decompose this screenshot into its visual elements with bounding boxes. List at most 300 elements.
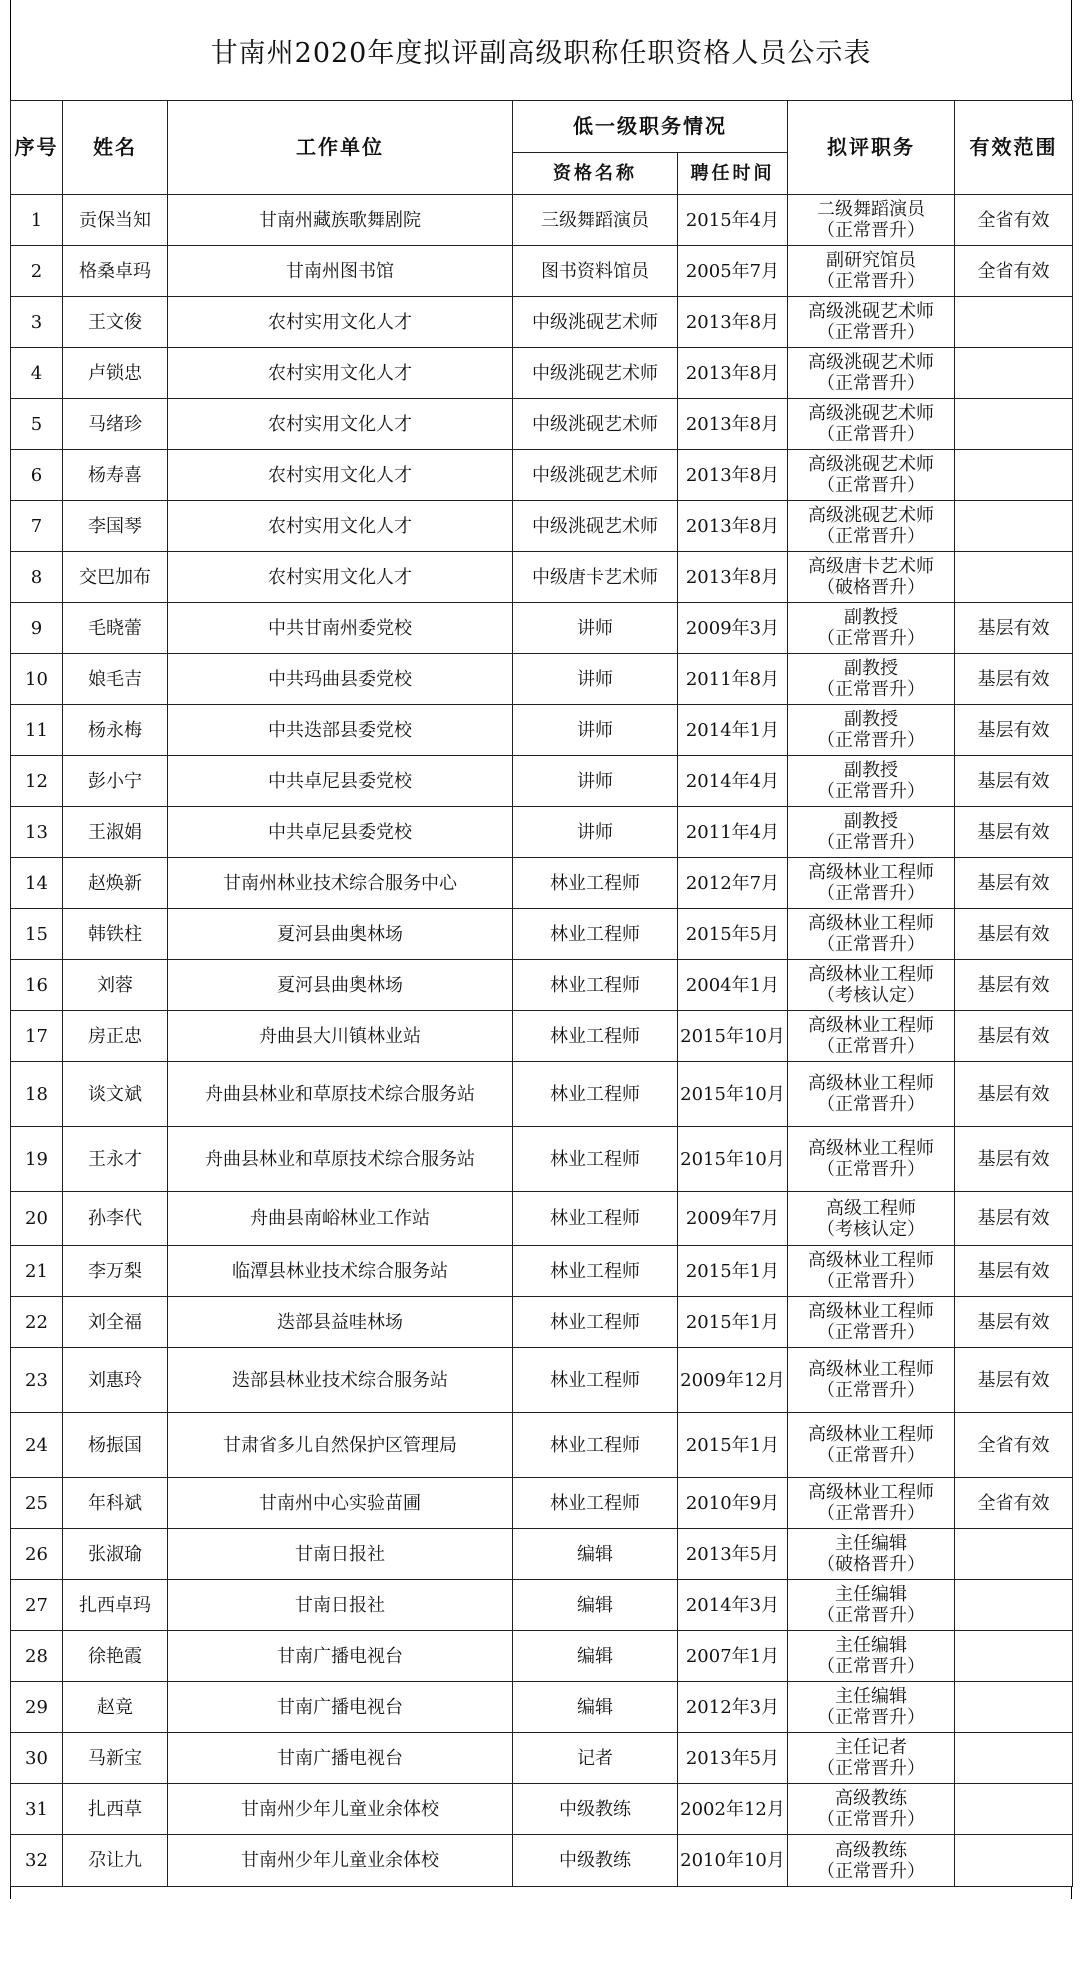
cell-name: 王淑娟 <box>63 807 168 858</box>
cell-qualification: 讲师 <box>513 807 678 858</box>
cell-qualification: 林业工程师 <box>513 1192 678 1246</box>
cell-unit: 中共卓尼县委党校 <box>168 807 513 858</box>
cell-proposed-position <box>788 705 955 756</box>
cell-valid-scope: 基层有效 <box>955 1127 1073 1192</box>
header-hire-time: 聘任时间 <box>678 153 788 195</box>
cell-qualification: 编辑 <box>513 1631 678 1682</box>
cell-valid-scope: 基层有效 <box>955 603 1073 654</box>
header-name: 姓名 <box>63 101 168 195</box>
proposed-title: 高级林业工程师 <box>808 913 934 934</box>
cell-no: 21 <box>11 1246 63 1297</box>
proposed-title: 高级工程师 <box>826 1197 916 1219</box>
proposed-title: 高级林业工程师 <box>808 964 934 985</box>
cell-proposed-position <box>788 654 955 705</box>
table-row <box>11 1682 1073 1733</box>
cell-qualification: 讲师 <box>513 756 678 807</box>
proposed-title: 主任编辑 <box>835 1686 907 1707</box>
cell-proposed-position <box>788 450 955 501</box>
table-row <box>11 1011 1073 1062</box>
cell-hire-time: 2004年1月 <box>678 960 788 1011</box>
cell-valid-scope <box>955 1529 1073 1580</box>
cell-hire-time: 2013年8月 <box>678 348 788 399</box>
cell-name: 赵焕新 <box>63 858 168 909</box>
cell-hire-time: 2012年7月 <box>678 858 788 909</box>
table-row <box>11 1529 1073 1580</box>
cell-unit: 甘南广播电视台 <box>168 1733 513 1784</box>
cell-qualification: 中级教练 <box>513 1784 678 1835</box>
cell-valid-scope <box>955 1835 1073 1887</box>
promotion-type: （破格晋升） <box>817 577 925 598</box>
promotion-type: （正常晋升） <box>817 883 925 904</box>
proposed-title: 主任编辑 <box>835 1533 907 1554</box>
cell-no: 30 <box>11 1733 63 1784</box>
promotion-type: （正常晋升） <box>817 781 925 802</box>
cell-valid-scope <box>955 1784 1073 1835</box>
cell-hire-time: 2013年8月 <box>678 552 788 603</box>
promotion-type: （正常晋升） <box>817 1503 925 1524</box>
cell-name: 彭小宁 <box>63 756 168 807</box>
cell-hire-time: 2009年3月 <box>678 603 788 654</box>
cell-no: 17 <box>11 1011 63 1062</box>
cell-no: 12 <box>11 756 63 807</box>
cell-name: 杨永梅 <box>63 705 168 756</box>
cell-valid-scope: 基层有效 <box>955 1297 1073 1348</box>
promotion-type: （正常晋升） <box>817 1860 925 1882</box>
cell-no: 32 <box>11 1835 63 1887</box>
table-row <box>11 1580 1073 1631</box>
promotion-type: （正常晋升） <box>817 1605 925 1626</box>
cell-name: 李国琴 <box>63 501 168 552</box>
proposed-title: 二级舞蹈演员 <box>817 199 925 220</box>
cell-qualification: 三级舞蹈演员 <box>513 195 678 246</box>
cell-no: 14 <box>11 858 63 909</box>
cell-hire-time: 2009年7月 <box>678 1192 788 1246</box>
cell-valid-scope: 基层有效 <box>955 909 1073 960</box>
cell-no: 2 <box>11 246 63 297</box>
cell-qualification: 中级洮砚艺术师 <box>513 399 678 450</box>
cell-unit: 中共迭部县委党校 <box>168 705 513 756</box>
table-row <box>11 1348 1073 1413</box>
cell-hire-time: 2005年7月 <box>678 246 788 297</box>
cell-proposed-position <box>788 960 955 1011</box>
promotion-type: （正常晋升） <box>817 1094 925 1115</box>
cell-hire-time: 2015年10月 <box>678 1011 788 1062</box>
cell-proposed-position <box>788 1062 955 1127</box>
cell-name: 韩铁柱 <box>63 909 168 960</box>
table-row <box>11 1192 1073 1246</box>
promotion-type: （正常晋升） <box>817 424 925 445</box>
cell-proposed-position <box>788 807 955 858</box>
cell-unit: 甘南日报社 <box>168 1529 513 1580</box>
table-row <box>11 552 1073 603</box>
cell-unit: 甘南广播电视台 <box>168 1682 513 1733</box>
cell-proposed-position <box>788 297 955 348</box>
table-row <box>11 807 1073 858</box>
cell-proposed-position <box>788 1631 955 1682</box>
cell-qualification: 讲师 <box>513 705 678 756</box>
table-row <box>11 705 1073 756</box>
proposed-title: 副教授 <box>844 607 898 628</box>
promotion-type: （正常晋升） <box>817 1758 925 1779</box>
cell-qualification: 编辑 <box>513 1682 678 1733</box>
cell-hire-time: 2015年1月 <box>678 1246 788 1297</box>
cell-hire-time: 2014年3月 <box>678 1580 788 1631</box>
cell-unit: 农村实用文化人才 <box>168 399 513 450</box>
cell-name: 刘蓉 <box>63 960 168 1011</box>
cell-name: 交巴加布 <box>63 552 168 603</box>
cell-name: 房正忠 <box>63 1011 168 1062</box>
cell-unit: 甘肃省多儿自然保护区管理局 <box>168 1413 513 1478</box>
cell-hire-time: 2010年10月 <box>678 1835 788 1887</box>
cell-proposed-position <box>788 1835 955 1887</box>
table-body <box>11 195 1073 1887</box>
header-valid-scope: 有效范围 <box>955 101 1073 195</box>
table-row <box>11 195 1073 246</box>
promotion-type: （考核认定） <box>817 1218 925 1240</box>
table-row <box>11 348 1073 399</box>
cell-no: 7 <box>11 501 63 552</box>
promotion-type: （正常晋升） <box>817 934 925 955</box>
cell-proposed-position <box>788 858 955 909</box>
proposed-title: 副教授 <box>844 760 898 781</box>
cell-qualification: 林业工程师 <box>513 909 678 960</box>
cell-hire-time: 2015年5月 <box>678 909 788 960</box>
cell-name: 贡保当知 <box>63 195 168 246</box>
cell-no: 23 <box>11 1348 63 1413</box>
cell-valid-scope <box>955 450 1073 501</box>
header-qualification-name: 资格名称 <box>513 153 678 195</box>
table-row <box>11 858 1073 909</box>
table-row <box>11 909 1073 960</box>
table-row <box>11 246 1073 297</box>
cell-proposed-position <box>788 552 955 603</box>
cell-unit: 甘南州藏族歌舞剧院 <box>168 195 513 246</box>
cell-qualification: 林业工程师 <box>513 1062 678 1127</box>
cell-proposed-position <box>788 246 955 297</box>
table-row <box>11 450 1073 501</box>
cell-no: 11 <box>11 705 63 756</box>
cell-qualification: 中级洮砚艺术师 <box>513 501 678 552</box>
cell-name: 孙李代 <box>63 1192 168 1246</box>
proposed-title: 高级林业工程师 <box>808 1015 934 1036</box>
proposed-title: 高级林业工程师 <box>808 1073 934 1094</box>
cell-qualification: 编辑 <box>513 1580 678 1631</box>
cell-proposed-position <box>788 399 955 450</box>
cell-name: 张淑瑜 <box>63 1529 168 1580</box>
cell-name: 尕让九 <box>63 1835 168 1887</box>
cell-valid-scope: 基层有效 <box>955 705 1073 756</box>
promotion-type: （正常晋升） <box>817 322 925 343</box>
cell-proposed-position <box>788 1413 955 1478</box>
table-row <box>11 501 1073 552</box>
cell-valid-scope: 基层有效 <box>955 1062 1073 1127</box>
promotion-type: （正常晋升） <box>817 1445 925 1466</box>
cell-valid-scope: 基层有效 <box>955 807 1073 858</box>
table-row <box>11 603 1073 654</box>
cell-proposed-position <box>788 501 955 552</box>
proposed-title: 副教授 <box>844 658 898 679</box>
cell-proposed-position <box>788 195 955 246</box>
cell-valid-scope: 基层有效 <box>955 1246 1073 1297</box>
cell-hire-time: 2014年4月 <box>678 756 788 807</box>
cell-name: 杨振国 <box>63 1413 168 1478</box>
cell-qualification: 中级洮砚艺术师 <box>513 297 678 348</box>
promotion-type: （正常晋升） <box>817 1322 925 1343</box>
cell-qualification: 中级洮砚艺术师 <box>513 348 678 399</box>
cell-unit: 甘南日报社 <box>168 1580 513 1631</box>
proposed-title: 高级教练 <box>835 1839 907 1861</box>
proposed-title: 副研究馆员 <box>826 250 916 271</box>
header-lower-position: 低一级职务情况 <box>513 101 788 153</box>
promotion-type: （正常晋升） <box>817 1036 925 1057</box>
cell-valid-scope: 基层有效 <box>955 654 1073 705</box>
table-header <box>11 101 1073 195</box>
cell-unit: 甘南州林业技术综合服务中心 <box>168 858 513 909</box>
proposed-title: 高级林业工程师 <box>808 1301 934 1322</box>
cell-qualification: 林业工程师 <box>513 1348 678 1413</box>
proposed-title: 副教授 <box>844 709 898 730</box>
cell-name: 王永才 <box>63 1127 168 1192</box>
cell-valid-scope <box>955 1733 1073 1784</box>
cell-hire-time: 2010年9月 <box>678 1478 788 1529</box>
cell-qualification: 编辑 <box>513 1529 678 1580</box>
cell-name: 杨寿喜 <box>63 450 168 501</box>
cell-valid-scope: 全省有效 <box>955 1478 1073 1529</box>
cell-unit: 迭部县益哇林场 <box>168 1297 513 1348</box>
cell-hire-time: 2014年1月 <box>678 705 788 756</box>
cell-unit: 迭部县林业技术综合服务站 <box>168 1348 513 1413</box>
cell-proposed-position <box>788 1733 955 1784</box>
promotion-type: （正常晋升） <box>817 832 925 853</box>
proposed-title: 主任编辑 <box>835 1584 907 1605</box>
cell-hire-time: 2011年8月 <box>678 654 788 705</box>
cell-name: 扎西卓玛 <box>63 1580 168 1631</box>
table-row <box>11 960 1073 1011</box>
cell-name: 马绪珍 <box>63 399 168 450</box>
document-title: 甘南州2020年度拟评副高级职称任职资格人员公示表 <box>10 0 1072 100</box>
cell-valid-scope <box>955 1631 1073 1682</box>
cell-valid-scope <box>955 1682 1073 1733</box>
cell-hire-time: 2015年10月 <box>678 1127 788 1192</box>
cell-proposed-position <box>788 348 955 399</box>
table-row <box>11 1413 1073 1478</box>
table-row <box>11 1733 1073 1784</box>
table-row <box>11 756 1073 807</box>
cell-unit: 夏河县曲奥林场 <box>168 909 513 960</box>
cell-valid-scope: 基层有效 <box>955 960 1073 1011</box>
cell-qualification: 林业工程师 <box>513 1011 678 1062</box>
promotion-type: （正常晋升） <box>817 628 925 649</box>
cell-unit: 甘南广播电视台 <box>168 1631 513 1682</box>
cell-no: 1 <box>11 195 63 246</box>
cell-proposed-position <box>788 1297 955 1348</box>
cell-no: 3 <box>11 297 63 348</box>
proposed-title: 高级洮砚艺术师 <box>808 301 934 322</box>
cell-no: 20 <box>11 1192 63 1246</box>
promotion-type: （正常晋升） <box>817 220 925 241</box>
cell-proposed-position <box>788 1246 955 1297</box>
cell-hire-time: 2013年8月 <box>678 399 788 450</box>
cell-name: 李万梨 <box>63 1246 168 1297</box>
proposed-title: 主任记者 <box>835 1737 907 1758</box>
cell-hire-time: 2009年12月 <box>678 1348 788 1413</box>
cell-name: 徐艳霞 <box>63 1631 168 1682</box>
proposed-title: 副教授 <box>844 811 898 832</box>
table-row <box>11 1297 1073 1348</box>
table-row <box>11 1246 1073 1297</box>
cell-proposed-position <box>788 756 955 807</box>
cell-name: 扎西草 <box>63 1784 168 1835</box>
cell-hire-time: 2015年10月 <box>678 1062 788 1127</box>
cell-unit: 中共卓尼县委党校 <box>168 756 513 807</box>
cell-proposed-position <box>788 1127 955 1192</box>
header-unit: 工作单位 <box>168 101 513 195</box>
cell-no: 22 <box>11 1297 63 1348</box>
cell-unit: 农村实用文化人才 <box>168 450 513 501</box>
cell-no: 15 <box>11 909 63 960</box>
cell-qualification: 中级洮砚艺术师 <box>513 450 678 501</box>
cell-hire-time: 2015年1月 <box>678 1297 788 1348</box>
promotion-type: （考核认定） <box>817 985 925 1006</box>
cell-name: 王文俊 <box>63 297 168 348</box>
cell-unit: 舟曲县大川镇林业站 <box>168 1011 513 1062</box>
cell-qualification: 林业工程师 <box>513 858 678 909</box>
promotion-type: （正常晋升） <box>817 679 925 700</box>
cell-no: 27 <box>11 1580 63 1631</box>
cell-valid-scope: 基层有效 <box>955 1192 1073 1246</box>
cell-unit: 甘南州图书馆 <box>168 246 513 297</box>
table-row <box>11 654 1073 705</box>
cell-hire-time: 2015年1月 <box>678 1413 788 1478</box>
cell-hire-time: 2013年8月 <box>678 450 788 501</box>
promotion-type: （正常晋升） <box>817 1380 925 1401</box>
cell-qualification: 林业工程师 <box>513 1297 678 1348</box>
cell-valid-scope: 基层有效 <box>955 756 1073 807</box>
cell-qualification: 中级唐卡艺术师 <box>513 552 678 603</box>
cell-proposed-position <box>788 1580 955 1631</box>
cell-no: 13 <box>11 807 63 858</box>
cell-qualification: 林业工程师 <box>513 1413 678 1478</box>
promotion-type: （正常晋升） <box>817 373 925 394</box>
cell-no: 10 <box>11 654 63 705</box>
cell-no: 6 <box>11 450 63 501</box>
cell-valid-scope: 全省有效 <box>955 246 1073 297</box>
cell-name: 年科斌 <box>63 1478 168 1529</box>
cell-valid-scope: 全省有效 <box>955 195 1073 246</box>
cell-no: 16 <box>11 960 63 1011</box>
cell-proposed-position <box>788 1478 955 1529</box>
cell-unit: 夏河县曲奥林场 <box>168 960 513 1011</box>
cell-proposed-position <box>788 1529 955 1580</box>
cell-hire-time: 2012年3月 <box>678 1682 788 1733</box>
cell-no: 31 <box>11 1784 63 1835</box>
cell-proposed-position <box>788 1784 955 1835</box>
cell-valid-scope: 基层有效 <box>955 1011 1073 1062</box>
cell-no: 18 <box>11 1062 63 1127</box>
table-row <box>11 399 1073 450</box>
cell-name: 格桑卓玛 <box>63 246 168 297</box>
proposed-title: 高级洮砚艺术师 <box>808 505 934 526</box>
cell-valid-scope: 基层有效 <box>955 1348 1073 1413</box>
proposed-title: 高级林业工程师 <box>808 1482 934 1503</box>
cell-no: 9 <box>11 603 63 654</box>
cell-proposed-position <box>788 1011 955 1062</box>
cell-qualification: 讲师 <box>513 654 678 705</box>
cell-valid-scope <box>955 399 1073 450</box>
cell-hire-time: 2007年1月 <box>678 1631 788 1682</box>
cell-no: 4 <box>11 348 63 399</box>
proposed-title: 高级林业工程师 <box>808 1424 934 1445</box>
cell-name: 卢锁忠 <box>63 348 168 399</box>
cell-name: 谈文斌 <box>63 1062 168 1127</box>
cell-qualification: 林业工程师 <box>513 1246 678 1297</box>
cell-name: 刘全福 <box>63 1297 168 1348</box>
cell-unit: 甘南州少年儿童业余体校 <box>168 1784 513 1835</box>
table-row <box>11 1835 1073 1887</box>
cell-unit: 舟曲县南峪林业工作站 <box>168 1192 513 1246</box>
proposed-title: 高级洮砚艺术师 <box>808 352 934 373</box>
cell-hire-time: 2013年8月 <box>678 297 788 348</box>
cell-valid-scope <box>955 501 1073 552</box>
cell-unit: 甘南州中心实验苗圃 <box>168 1478 513 1529</box>
proposed-title: 高级林业工程师 <box>808 1138 934 1159</box>
cell-unit: 舟曲县林业和草原技术综合服务站 <box>168 1127 513 1192</box>
cell-hire-time: 2013年5月 <box>678 1733 788 1784</box>
promotion-type: （正常晋升） <box>817 1707 925 1728</box>
promotion-type: （破格晋升） <box>817 1554 925 1575</box>
cell-qualification: 记者 <box>513 1733 678 1784</box>
cell-qualification: 讲师 <box>513 603 678 654</box>
cell-proposed-position <box>788 603 955 654</box>
table-row <box>11 297 1073 348</box>
cell-name: 赵竟 <box>63 1682 168 1733</box>
table-row <box>11 1127 1073 1192</box>
table-bottom-margin <box>10 1887 1072 1899</box>
cell-qualification: 图书资料馆员 <box>513 246 678 297</box>
promotion-type: （正常晋升） <box>817 475 925 496</box>
cell-hire-time: 2013年8月 <box>678 501 788 552</box>
candidates-table <box>10 100 1073 1887</box>
table-row <box>11 1062 1073 1127</box>
cell-unit: 农村实用文化人才 <box>168 348 513 399</box>
cell-proposed-position <box>788 1348 955 1413</box>
cell-name: 刘惠玲 <box>63 1348 168 1413</box>
proposed-title: 主任编辑 <box>835 1635 907 1656</box>
cell-qualification: 林业工程师 <box>513 1127 678 1192</box>
proposed-title: 高级林业工程师 <box>808 1359 934 1380</box>
cell-unit: 中共甘南州委党校 <box>168 603 513 654</box>
cell-no: 25 <box>11 1478 63 1529</box>
table-row <box>11 1478 1073 1529</box>
cell-name: 娘毛吉 <box>63 654 168 705</box>
proposed-title: 高级林业工程师 <box>808 862 934 883</box>
cell-unit: 农村实用文化人才 <box>168 297 513 348</box>
table-row <box>11 1784 1073 1835</box>
cell-hire-time: 2015年4月 <box>678 195 788 246</box>
cell-proposed-position <box>788 909 955 960</box>
cell-unit: 舟曲县林业和草原技术综合服务站 <box>168 1062 513 1127</box>
promotion-type: （正常晋升） <box>817 1656 925 1677</box>
cell-unit: 农村实用文化人才 <box>168 501 513 552</box>
cell-proposed-position <box>788 1682 955 1733</box>
cell-valid-scope: 基层有效 <box>955 858 1073 909</box>
proposed-title: 高级教练 <box>835 1788 907 1809</box>
cell-valid-scope <box>955 552 1073 603</box>
announcement-sheet <box>10 0 1072 1899</box>
cell-unit: 甘南州少年儿童业余体校 <box>168 1835 513 1887</box>
cell-unit: 中共玛曲县委党校 <box>168 654 513 705</box>
cell-name: 马新宝 <box>63 1733 168 1784</box>
